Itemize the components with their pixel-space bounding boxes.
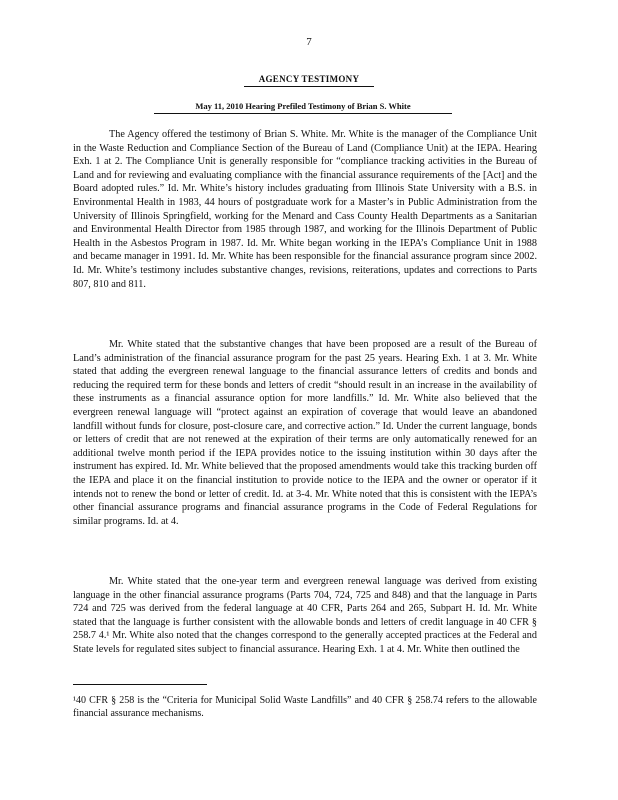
paragraph-3: Mr. White stated that the one-year term and evergreen renewal language was derived from existing language in the other financial assurance programs (Parts 704, 724, 725 and 848) and that the language in Parts 724 and 725 was derived from the federal language at 40 CFR, Parts 264 and 265, Subpart H. Id. Mr. White stated that the language is further consistent with the allowable bonds and letters of credit language in 40 CFR § 258.7 4.¹ Mr. White also noted that the changes correspond to the generally accepted practices at the Federal and State levels for regulated sites subject to financial assurance. Hearing Exh. 1 at 4. Mr. White then outlined the xyxy=(73,576,537,655)
footnote: ¹40 CFR § 258 is the “Criteria for Municipal Solid Waste Landfills” and 40 CFR § 258.74 refers to the allowable financial assurance mechanisms. xyxy=(73,695,537,719)
paragraph-1: The Agency offered the testimony of Brian S. White. Mr. White is the manager of the Compliance Unit in the Waste Reduction and Compliance Section of the Bureau of Land (Compliance Unit) at the IEPA. Hearing Exh. 1 at 2. The Compliance Unit is generally responsible for “compliance tracking activities in the Bureau of Land and for reviewing and evaluating compliance with the financial assurance requirements of the [Act] and the Board adopted rules.” Id. Mr. White’s history includes graduating from Illinois State University with a B.S. in Environmental Health in 1983, 44 hours of postgraduate work for a Master’s in Public Administration from the University of Illinois Springfield, working for the Menard and Cass County Health Departments as a Sanitarian and Environmental Health Director from 1985 through 1987, and working for the Illinois Department of Public Health in the Asbestos Program in 1987. Id. Mr. White began working in the IEPA’s Compliance Unit in 1988 and became manager in 1991. Id. Mr. White has been responsible for the financial assurance program since 2002. Id. Mr. White’s testimony includes substantive changes, revisions, reiterations, updates and corrections to Parts 807, 810 and 811. xyxy=(73,129,537,290)
paragraph-2: Mr. White stated that the substantive changes that have been proposed are a result of the Bureau of Land’s administration of the financial assurance program for the past 25 years. Hearing Exh. 1 at 3. Mr. White stated that adding the evergreen renewal language to the financial assurance letters of credits and bonds and reducing the required term for these bonds and letters of credit “should result in an increase in the availability of these instruments as a financial assurance option for more landfills.” Id. Mr. White also believed that the evergreen renewal language will “protect against an expiration of coverage that would leave an abandoned landfill without funds for closure, post-closure care, and corrective action.” Id. Under the current language, bonds or letters of credit that are not renewed at the expiration of their terms are only automatically renewed for an additional twelve month period if the IEPA provides notice to the issuing institution within 30 days after the instrument has expired. Id. Mr. White believed that the proposed amendments would take this tracking burden off the IEPA and place it on the financial institution to provide notice to the IEPA and the owner or operator if it intends not to renew the bond or letter of credit. Id. at 3-4. Mr. White noted that this is consistent with the IEPA’s other financial assurance programs and financial assurance programs in the Code of Federal Regulations for similar programs. Id. at 4. xyxy=(73,339,537,527)
footnote-divider xyxy=(73,684,207,685)
section-heading: AGENCY TESTIMONY xyxy=(244,74,374,87)
page-number: 7 xyxy=(306,36,312,48)
section-subheading: May 11, 2010 Hearing Prefiled Testimony of Brian S. White xyxy=(154,101,452,114)
